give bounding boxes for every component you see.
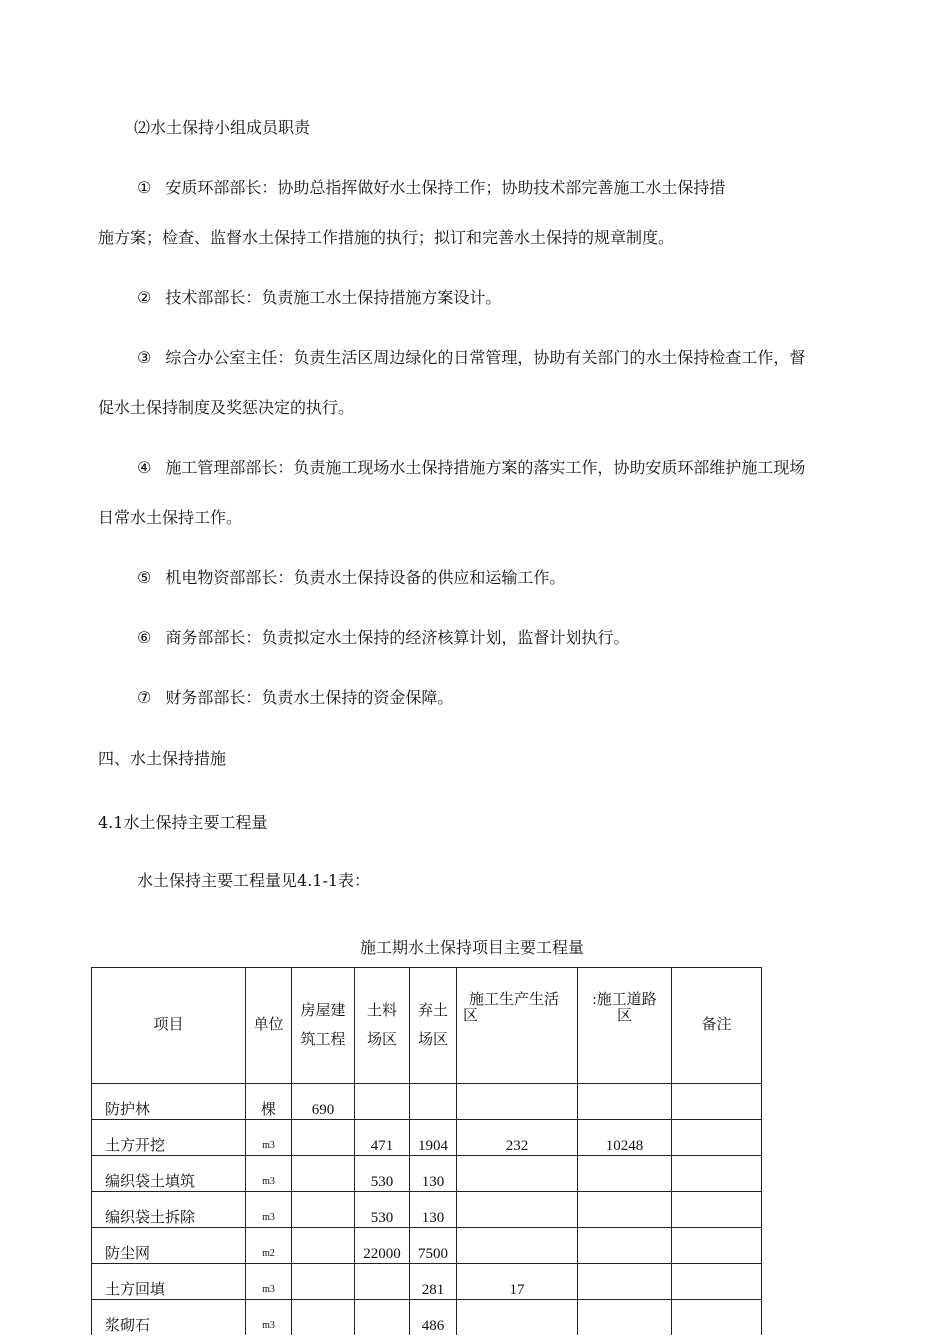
header-borrow-area: 土料 场区 bbox=[355, 968, 410, 1084]
duty-number: ⑦ bbox=[137, 688, 152, 707]
cell-remarks bbox=[672, 1120, 762, 1156]
cell-production-living-area bbox=[457, 1192, 578, 1228]
cell-road-area: 10248 bbox=[578, 1120, 672, 1156]
cell-road-area bbox=[578, 1300, 672, 1336]
cell-building-works bbox=[292, 1156, 355, 1192]
cell-remarks bbox=[672, 1300, 762, 1336]
cell-unit: m3 bbox=[246, 1156, 292, 1192]
duty-text: 综合办公室主任：负责生活区周边绿化的日常管理，协助有关部门的水土保持检查工作，督 bbox=[165, 348, 806, 367]
cell-spoil-area: 486 bbox=[410, 1300, 457, 1336]
cell-production-living-area bbox=[457, 1156, 578, 1192]
cell-spoil-area: 281 bbox=[410, 1264, 457, 1300]
header-remarks: 备注 bbox=[672, 968, 762, 1084]
cell-spoil-area: 1904 bbox=[410, 1120, 457, 1156]
duty-item-1 bbox=[137, 178, 725, 198]
cell-item: 防护林 bbox=[92, 1084, 246, 1120]
table-row bbox=[92, 1192, 762, 1228]
table-row bbox=[92, 1156, 762, 1192]
cell-unit: 棵 bbox=[246, 1084, 292, 1120]
quantities-table bbox=[91, 967, 762, 1335]
cell-building-works bbox=[292, 1264, 355, 1300]
cell-remarks bbox=[672, 1156, 762, 1192]
cell-production-living-area bbox=[457, 1228, 578, 1264]
cell-spoil-area: 7500 bbox=[410, 1228, 457, 1264]
duty-item-2 bbox=[137, 288, 501, 308]
header-production-living-area: 施工生产生活 区 bbox=[457, 968, 578, 1084]
chapter-heading: 四、水土保持措施 bbox=[98, 749, 227, 768]
cell-production-living-area bbox=[457, 1300, 578, 1336]
cell-item: 土方开挖 bbox=[92, 1120, 246, 1156]
duty-item-3-continued: 促水土保持制度及奖惩决定的执行。 bbox=[98, 398, 355, 417]
duty-number: ③ bbox=[137, 348, 152, 367]
duty-number: ① bbox=[137, 178, 152, 197]
duty-item-5 bbox=[137, 568, 565, 588]
cell-item: 防尘网 bbox=[92, 1228, 246, 1264]
cell-spoil-area: 130 bbox=[410, 1156, 457, 1192]
cell-item: 浆砌石 bbox=[92, 1300, 246, 1336]
cell-road-area bbox=[578, 1228, 672, 1264]
header-building-works: 房屋建 筑工程 bbox=[292, 968, 355, 1084]
table-intro-suffix: 表： bbox=[338, 871, 371, 890]
table-intro bbox=[137, 871, 370, 891]
cell-road-area bbox=[578, 1264, 672, 1300]
cell-item: 土方回填 bbox=[92, 1264, 246, 1300]
duty-item-6 bbox=[137, 628, 629, 648]
duty-item-3 bbox=[137, 348, 805, 368]
section-title: ⑵水土保持小组成员职责 bbox=[134, 118, 311, 137]
cell-building-works bbox=[292, 1192, 355, 1228]
cell-remarks bbox=[672, 1084, 762, 1120]
table-row bbox=[92, 1300, 762, 1336]
cell-road-area bbox=[578, 1192, 672, 1228]
cell-item: 编织袋土拆除 bbox=[92, 1192, 246, 1228]
header-road-area: :施工道路 区 bbox=[578, 968, 672, 1084]
duty-number: ② bbox=[137, 288, 152, 307]
subsection-heading bbox=[98, 813, 267, 833]
cell-borrow-area bbox=[355, 1264, 410, 1300]
cell-remarks bbox=[672, 1264, 762, 1300]
duty-item-4 bbox=[137, 458, 805, 478]
header-item: 项目 bbox=[92, 968, 246, 1084]
duty-item-1-continued: 施方案；检查、监督水土保持工作措施的执行；拟订和完善水土保持的规章制度。 bbox=[98, 228, 675, 247]
cell-unit: m2 bbox=[246, 1228, 292, 1264]
cell-unit: m3 bbox=[246, 1264, 292, 1300]
table-row bbox=[92, 1264, 762, 1300]
cell-unit: m3 bbox=[246, 1192, 292, 1228]
cell-production-living-area: 232 bbox=[457, 1120, 578, 1156]
cell-spoil-area: 130 bbox=[410, 1192, 457, 1228]
cell-remarks bbox=[672, 1228, 762, 1264]
cell-borrow-area: 471 bbox=[355, 1120, 410, 1156]
cell-building-works bbox=[292, 1120, 355, 1156]
cell-remarks bbox=[672, 1192, 762, 1228]
cell-building-works bbox=[292, 1228, 355, 1264]
duty-text: 技术部部长：负责施工水土保持措施方案设计。 bbox=[165, 288, 502, 307]
duty-text: 商务部部长：负责拟定水土保持的经济核算计划，监督计划执行。 bbox=[165, 628, 630, 647]
cell-borrow-area bbox=[355, 1300, 410, 1336]
table-reference: 4.1-1 bbox=[297, 871, 339, 890]
duty-text: 机电物资部部长：负责水土保持设备的供应和运输工作。 bbox=[165, 568, 566, 587]
table-caption: 施工期水土保持项目主要工程量 bbox=[360, 938, 585, 957]
duty-text: 施工管理部部长：负责施工现场水土保持措施方案的落实工作，协助安质环部维护施工现场 bbox=[165, 458, 806, 477]
cell-building-works: 690 bbox=[292, 1084, 355, 1120]
cell-spoil-area bbox=[410, 1084, 457, 1120]
table-header-row bbox=[92, 968, 762, 1084]
cell-building-works bbox=[292, 1300, 355, 1336]
duty-text: 安质环部部长：协助总指挥做好水土保持工作；协助技术部完善施工水土保持措 bbox=[165, 178, 726, 197]
cell-unit: m3 bbox=[246, 1300, 292, 1336]
duty-item-4-continued: 日常水土保持工作。 bbox=[98, 508, 243, 527]
cell-unit: m3 bbox=[246, 1120, 292, 1156]
cell-item: 编织袋土填筑 bbox=[92, 1156, 246, 1192]
cell-borrow-area: 22000 bbox=[355, 1228, 410, 1264]
cell-production-living-area bbox=[457, 1084, 578, 1120]
subsection-number: 4.1 bbox=[98, 813, 124, 832]
table-row bbox=[92, 1120, 762, 1156]
table-row bbox=[92, 1228, 762, 1264]
cell-production-living-area: 17 bbox=[457, 1264, 578, 1300]
subsection-title: 水土保持主要工程量 bbox=[123, 813, 268, 832]
duty-text: 财务部部长：负责水土保持的资金保障。 bbox=[165, 688, 454, 707]
duty-number: ④ bbox=[137, 458, 152, 477]
header-spoil-area: 弃土 场区 bbox=[410, 968, 457, 1084]
table-row bbox=[92, 1084, 762, 1120]
cell-borrow-area: 530 bbox=[355, 1192, 410, 1228]
cell-borrow-area: 530 bbox=[355, 1156, 410, 1192]
duty-number: ⑥ bbox=[137, 628, 152, 647]
duty-number: ⑤ bbox=[137, 568, 152, 587]
cell-road-area bbox=[578, 1084, 672, 1120]
cell-road-area bbox=[578, 1156, 672, 1192]
table-intro-text: 水土保持主要工程量见 bbox=[137, 871, 298, 890]
cell-borrow-area bbox=[355, 1084, 410, 1120]
duty-item-7 bbox=[137, 688, 453, 708]
header-unit: 单位 bbox=[246, 968, 292, 1084]
